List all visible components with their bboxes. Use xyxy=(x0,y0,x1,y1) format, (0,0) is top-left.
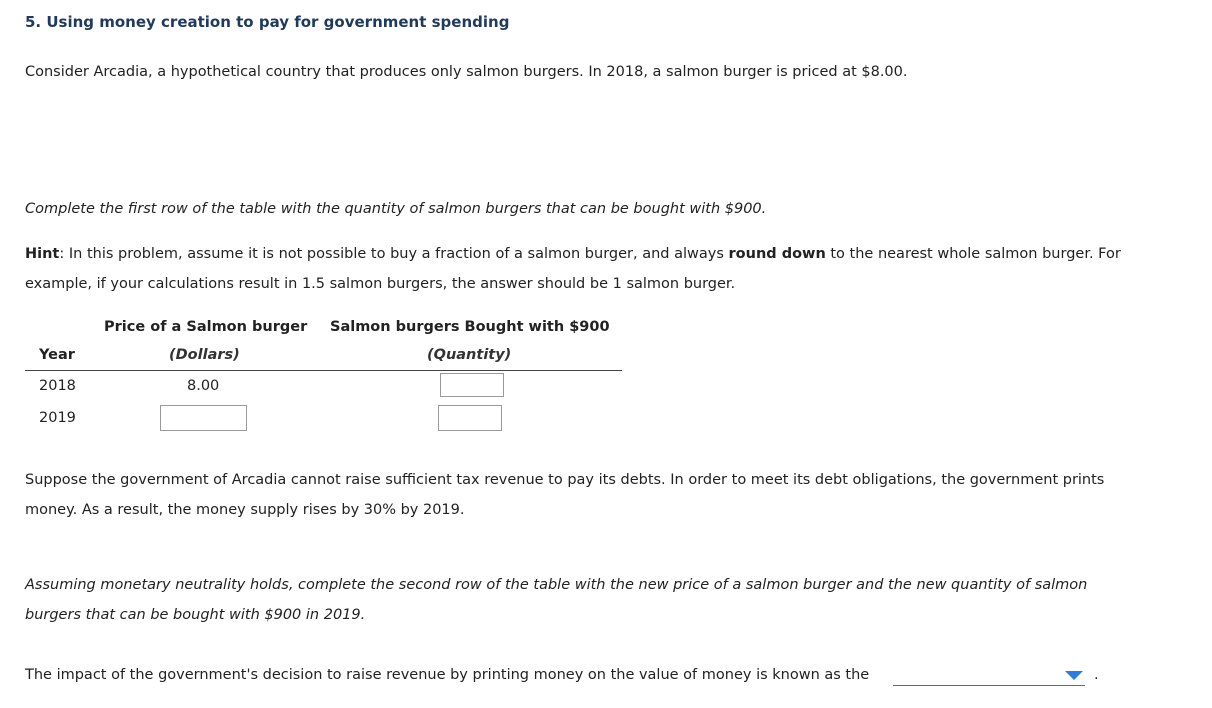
caret-down-icon[interactable] xyxy=(1065,671,1083,680)
header-year: Year xyxy=(39,347,75,363)
scenario-line2: money. As a result, the money supply rises by 30% by 2019. xyxy=(25,502,465,518)
header-price-unit: (Dollars) xyxy=(169,347,240,363)
header-quantity-unit: (Quantity) xyxy=(427,347,512,363)
row-2018-quantity-input[interactable] xyxy=(440,373,504,397)
header-price: Price of a Salmon burger xyxy=(104,319,308,335)
hint-text-before: : In this problem, assume it is not possible to buy a fraction of a salmon burger, and always xyxy=(59,246,729,262)
row-2019-year: 2019 xyxy=(39,410,76,426)
row-2018-price: 8.00 xyxy=(187,378,220,394)
scenario-line1: Suppose the government of Arcadia cannot raise sufficient tax revenue to pay its debts. In order to meet its debt obligations, the government prints xyxy=(25,472,1105,488)
answer-dropdown[interactable] xyxy=(893,664,1085,686)
final-period: . xyxy=(1094,667,1099,683)
hint-text-after: to the nearest whole salmon burger. For xyxy=(825,246,1121,262)
final-question-text: The impact of the government's decision to raise revenue by printing money on the value of money is known as the xyxy=(25,667,870,683)
instruction-row1: Complete the first row of the table with the quantity of salmon burgers that can be bought with $900. xyxy=(25,201,767,217)
hint-label: Hint xyxy=(25,246,60,262)
header-quantity: Salmon burgers Bought with $900 xyxy=(330,319,610,335)
row-2019-price-input[interactable] xyxy=(160,405,247,431)
row-2019-quantity-input[interactable] xyxy=(438,405,502,431)
table-header-divider xyxy=(25,370,622,371)
row-2018-year: 2018 xyxy=(39,378,76,394)
hint-emphasis: round down xyxy=(728,246,826,262)
intro-text: Consider Arcadia, a hypothetical country that produces only salmon burgers. In 2018, a salmon burger is priced at $8.00. xyxy=(25,64,908,80)
hint-paragraph-line1 xyxy=(25,246,1121,262)
instruction-row2-line1: Assuming monetary neutrality holds, complete the second row of the table with the new price of a salmon burger and the new quantity of salmon xyxy=(25,577,1088,593)
question-title: 5. Using money creation to pay for government spending xyxy=(25,13,510,31)
hint-paragraph-line2: example, if your calculations result in 1.5 salmon burgers, the answer should be 1 salmon burger. xyxy=(25,276,736,292)
instruction-row2-line2: burgers that can be bought with $900 in 2019. xyxy=(25,607,366,623)
